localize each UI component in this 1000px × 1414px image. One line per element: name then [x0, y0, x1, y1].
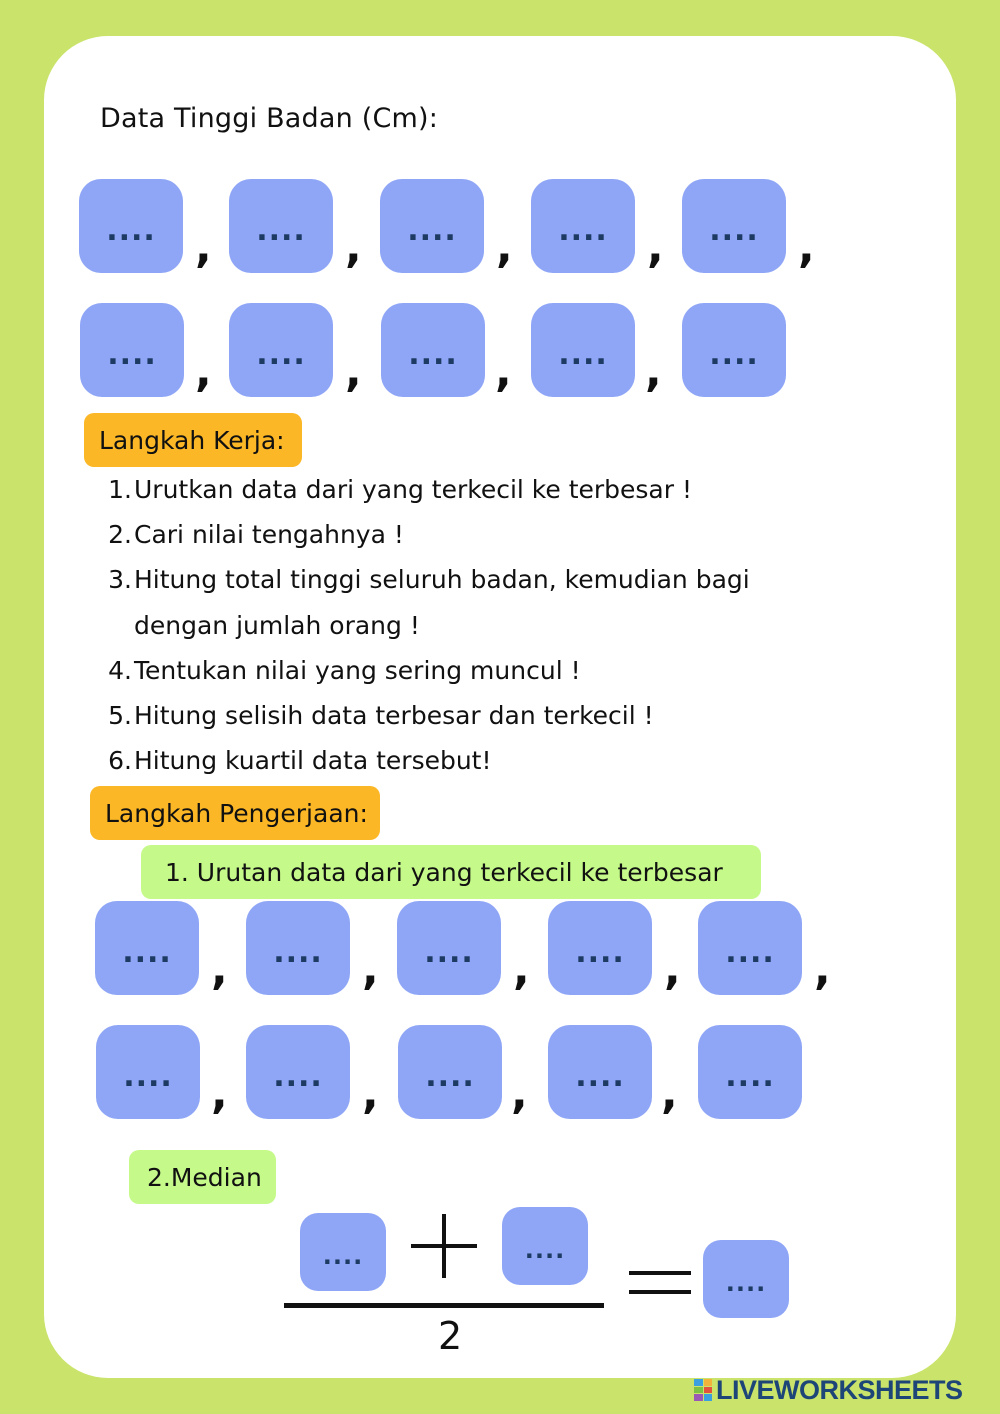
step-2: 2.Cari nilai tengahnya ! [108, 520, 404, 549]
median-input-a[interactable]: .... [300, 1213, 386, 1291]
comma: , [345, 222, 362, 273]
data-input-3[interactable]: .... [380, 179, 484, 273]
comma: , [496, 222, 513, 273]
langkah-pengerjaan-label: Langkah Pengerjaan: [90, 786, 380, 840]
data-input-7[interactable]: .... [229, 303, 333, 397]
liveworksheets-icon [694, 1379, 712, 1401]
data-title: Data Tinggi Badan (Cm): [100, 103, 439, 134]
comma: , [211, 944, 228, 995]
equals-sign [629, 1290, 691, 1294]
sorted-input-9[interactable]: .... [548, 1025, 652, 1119]
comma: , [798, 222, 815, 273]
comma: , [362, 944, 379, 995]
fraction-bar [284, 1303, 604, 1308]
median-label: 2.Median [129, 1150, 276, 1204]
median-result-input[interactable]: .... [703, 1240, 789, 1318]
comma: , [661, 1068, 678, 1119]
comma: , [645, 346, 662, 397]
sorted-input-5[interactable]: .... [698, 901, 802, 995]
comma: , [647, 222, 664, 273]
comma: , [664, 944, 681, 995]
comma: , [195, 346, 212, 397]
sorted-input-3[interactable]: .... [397, 901, 501, 995]
comma: , [511, 1068, 528, 1119]
sorted-input-10[interactable]: .... [698, 1025, 802, 1119]
comma: , [362, 1068, 379, 1119]
sorted-input-4[interactable]: .... [548, 901, 652, 995]
data-input-10[interactable]: .... [682, 303, 786, 397]
data-input-4[interactable]: .... [531, 179, 635, 273]
step-3: 3.Hitung total tinggi seluruh badan, kemudian bagi [108, 565, 750, 594]
step-4: 4.Tentukan nilai yang sering muncul ! [108, 656, 581, 685]
median-input-b[interactable]: .... [502, 1207, 588, 1285]
sorted-input-1[interactable]: .... [95, 901, 199, 995]
sorted-input-8[interactable]: .... [398, 1025, 502, 1119]
sorted-input-7[interactable]: .... [246, 1025, 350, 1119]
fraction-denominator: 2 [438, 1314, 463, 1358]
plus-sign [442, 1214, 446, 1278]
data-input-1[interactable]: .... [79, 179, 183, 273]
comma: , [814, 944, 831, 995]
comma: , [495, 346, 512, 397]
step-6: 6.Hitung kuartil data tersebut! [108, 746, 492, 775]
step-5: 5.Hitung selisih data terbesar dan terkecil ! [108, 701, 654, 730]
data-input-5[interactable]: .... [682, 179, 786, 273]
data-input-6[interactable]: .... [80, 303, 184, 397]
step-3-continued: dengan jumlah orang ! [134, 611, 420, 640]
langkah-kerja-label: Langkah Kerja: [84, 413, 302, 467]
liveworksheets-logo [694, 1375, 963, 1405]
sorted-input-6[interactable]: .... [96, 1025, 200, 1119]
brand-name: LIVEWORKSHEETS [716, 1374, 963, 1405]
sorted-input-2[interactable]: .... [246, 901, 350, 995]
comma: , [211, 1068, 228, 1119]
comma: , [195, 222, 212, 273]
data-input-9[interactable]: .... [531, 303, 635, 397]
step-1: 1.Urutkan data dari yang terkecil ke terbesar ! [108, 475, 692, 504]
data-input-8[interactable]: .... [381, 303, 485, 397]
comma: , [513, 944, 530, 995]
equals-sign [629, 1271, 691, 1275]
urutan-data-label: 1. Urutan data dari yang terkecil ke terbesar [141, 845, 761, 899]
data-input-2[interactable]: .... [229, 179, 333, 273]
comma: , [345, 346, 362, 397]
